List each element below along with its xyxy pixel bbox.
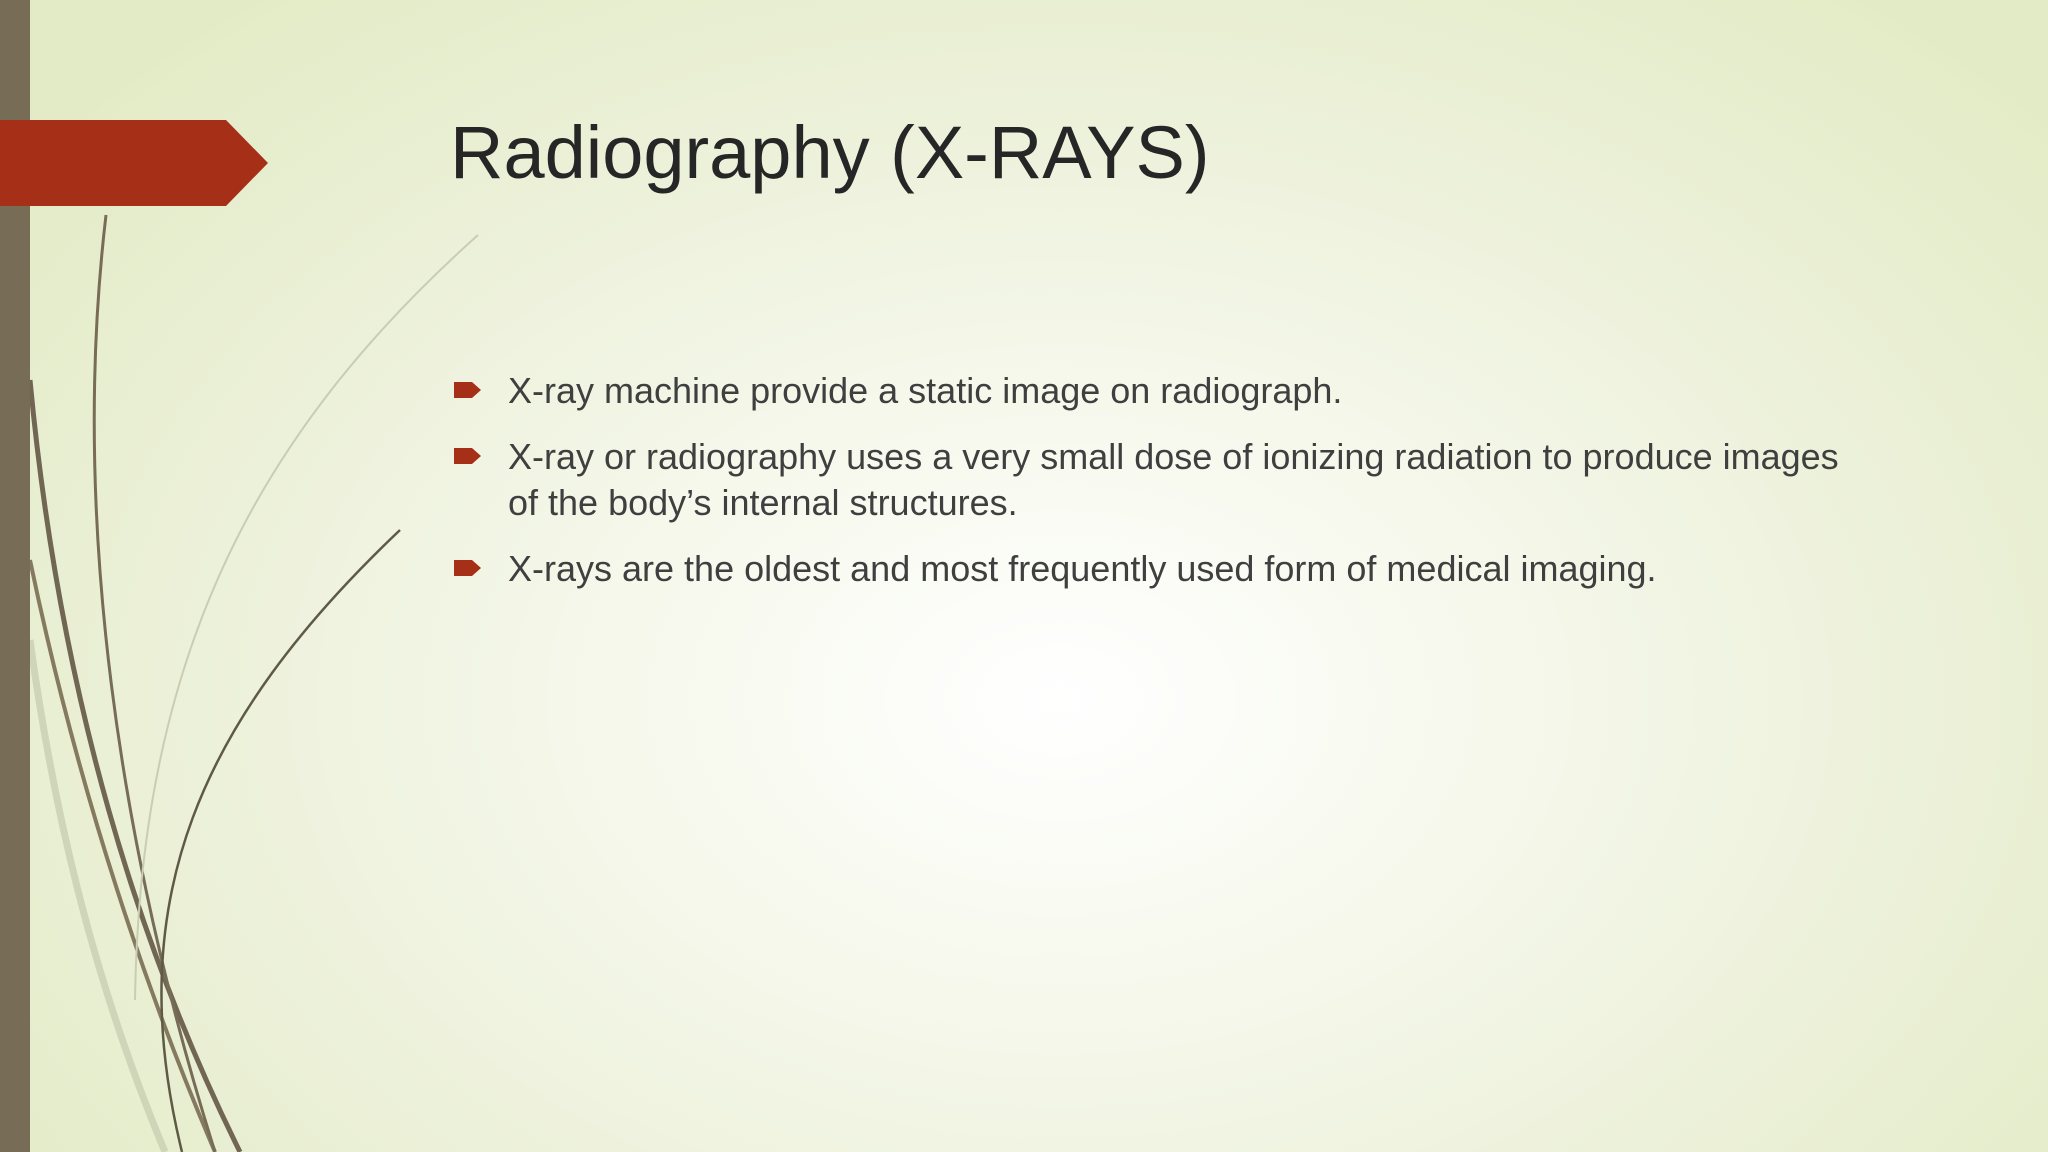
- arrow-bullet-icon: [454, 448, 482, 464]
- bullet-text: X-rays are the oldest and most frequently used form of medical imaging.: [508, 548, 1657, 589]
- arrow-bullet-icon: [454, 382, 482, 398]
- bullet-list: [450, 368, 1850, 612]
- title-arrow-icon: [0, 120, 270, 206]
- bullet-text: X-ray machine provide a static image on radiograph.: [508, 370, 1343, 411]
- list-item: [450, 368, 1850, 414]
- list-item: [450, 434, 1850, 526]
- arrow-bullet-icon: [454, 560, 482, 576]
- list-item: [450, 546, 1850, 592]
- slide-title: Radiography (X-RAYS): [450, 111, 1210, 194]
- bullet-text: X-ray or radiography uses a very small dose of ionizing radiation to produce images of the body’s internal structures.: [508, 436, 1839, 523]
